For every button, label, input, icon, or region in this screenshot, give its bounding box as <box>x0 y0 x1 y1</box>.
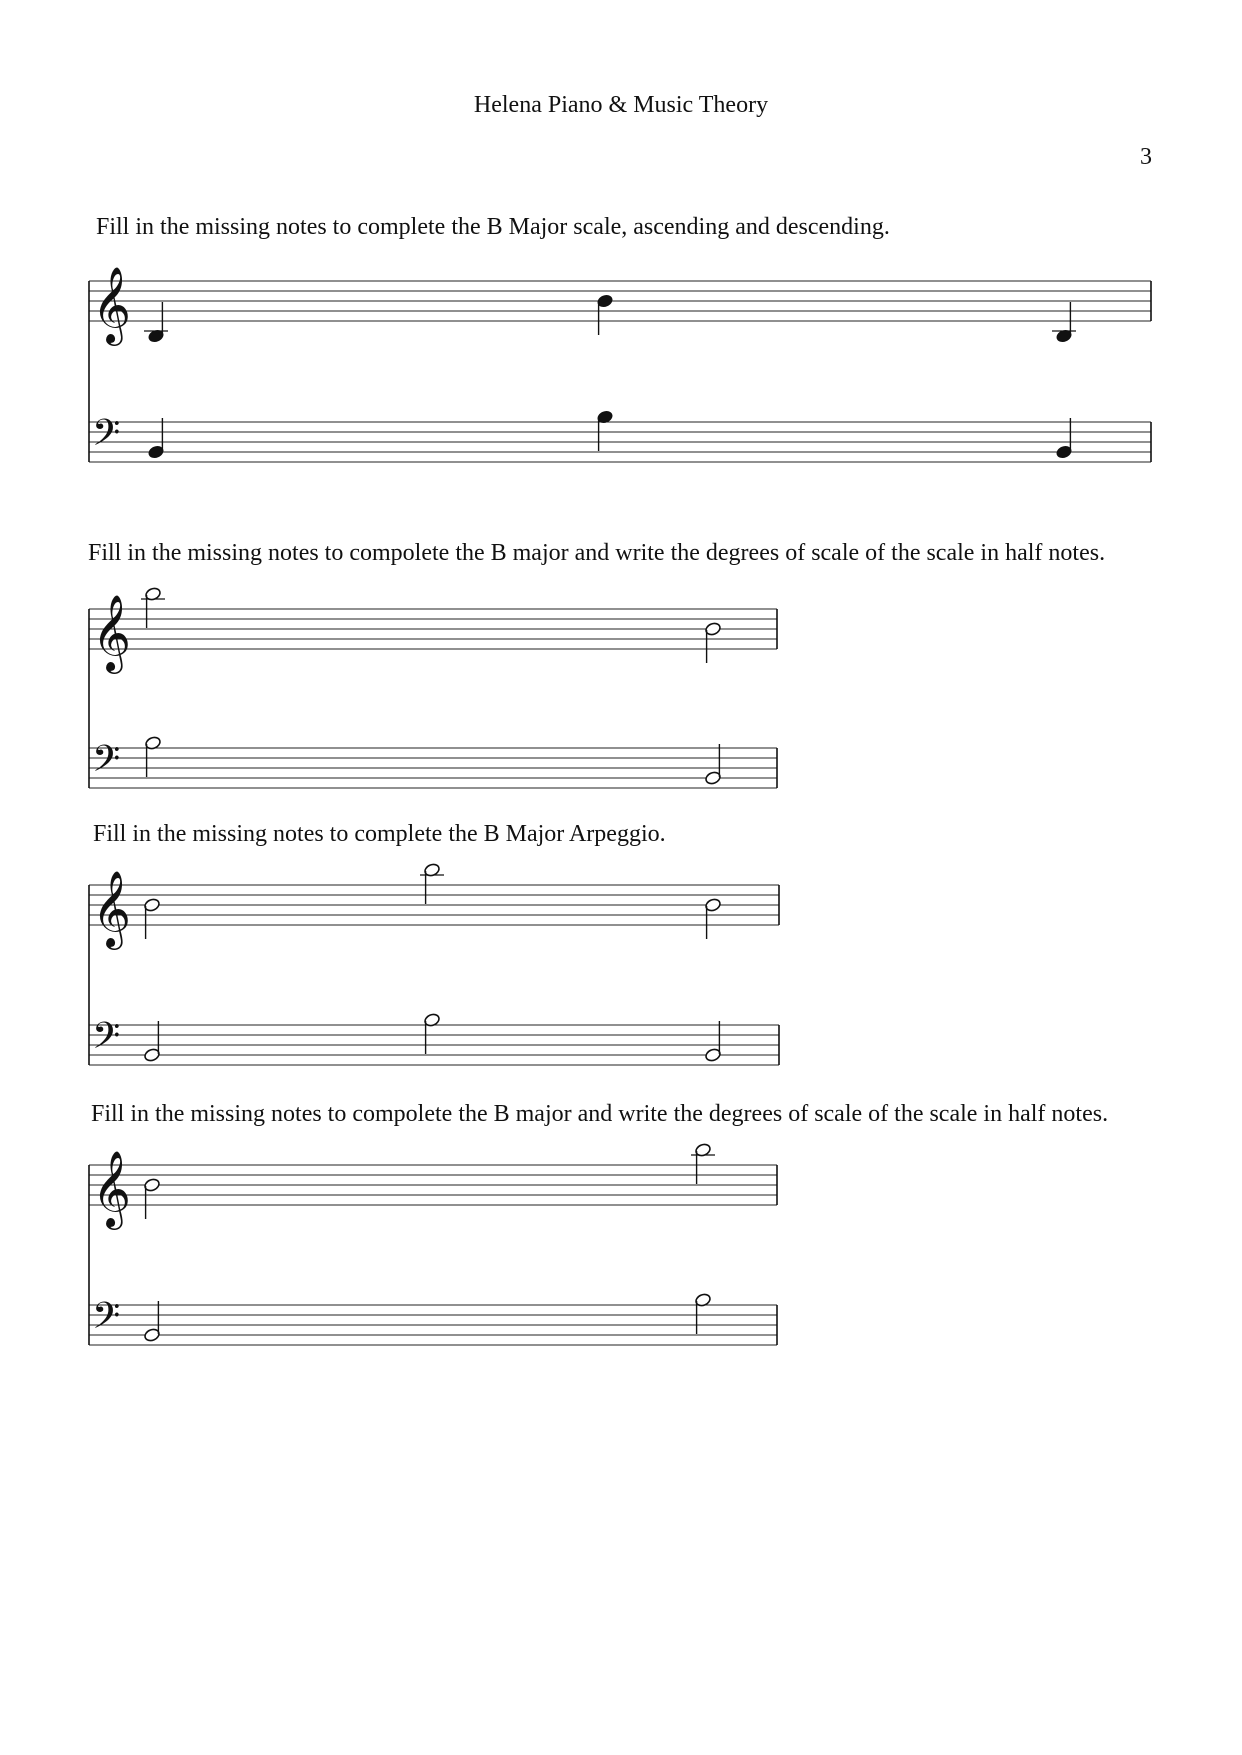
bass-note <box>147 418 164 460</box>
bass-clef-icon: 𝄢 <box>92 738 121 789</box>
exercise-3-instruction: Fill in the missing notes to complete the B Major Arpeggio. <box>93 821 666 847</box>
exercise-1-grand-staff <box>89 266 1151 463</box>
treble-staff <box>89 870 779 950</box>
treble-note <box>141 586 165 628</box>
bass-clef-icon: 𝄢 <box>92 412 121 463</box>
treble-clef-icon: 𝄞 <box>92 870 132 947</box>
exercise-4-instruction: Fill in the missing notes to compolete the B major and write the degrees of scale of the scale in half notes. <box>91 1101 1109 1127</box>
treble-note <box>143 1177 160 1219</box>
bass-staff <box>89 738 777 789</box>
page-number: 3 <box>1140 144 1152 170</box>
bass-note <box>423 1012 440 1054</box>
treble-note <box>1052 302 1076 344</box>
treble-note <box>596 293 613 335</box>
exercise-1-instruction: Fill in the missing notes to complete the B Major scale, ascending and descending. <box>96 214 890 240</box>
treble-note <box>704 621 721 663</box>
treble-staff <box>89 266 1151 346</box>
treble-note <box>691 1142 715 1184</box>
treble-note <box>144 302 168 344</box>
treble-clef-icon: 𝄞 <box>92 266 132 343</box>
exercise-2-grand-staff <box>89 586 777 789</box>
bass-note <box>694 1292 711 1334</box>
treble-staff <box>89 594 777 674</box>
exercise-4-grand-staff <box>89 1142 777 1346</box>
treble-note <box>704 897 721 939</box>
exercise-3-grand-staff <box>89 862 779 1066</box>
bass-note <box>1055 418 1072 460</box>
bass-staff <box>89 1295 777 1346</box>
treble-clef-icon: 𝄞 <box>92 594 132 671</box>
bass-clef-icon: 𝄢 <box>92 1015 121 1066</box>
exercise-2-instruction: Fill in the missing notes to compolete the B major and write the degrees of scale of the scale in half notes. <box>88 540 1106 566</box>
page-header-title: Helena Piano & Music Theory <box>473 92 769 118</box>
treble-note <box>143 897 160 939</box>
bass-clef-icon: 𝄢 <box>92 1295 121 1346</box>
bass-note <box>143 1301 160 1343</box>
treble-clef-icon: 𝄞 <box>92 1150 132 1227</box>
treble-staff <box>89 1150 777 1230</box>
bass-note <box>704 744 721 786</box>
bass-note <box>143 1021 160 1063</box>
bass-note <box>144 735 161 777</box>
bass-note <box>596 409 613 451</box>
bass-staff <box>89 412 1151 463</box>
bass-note <box>704 1021 721 1063</box>
treble-note <box>420 862 444 904</box>
